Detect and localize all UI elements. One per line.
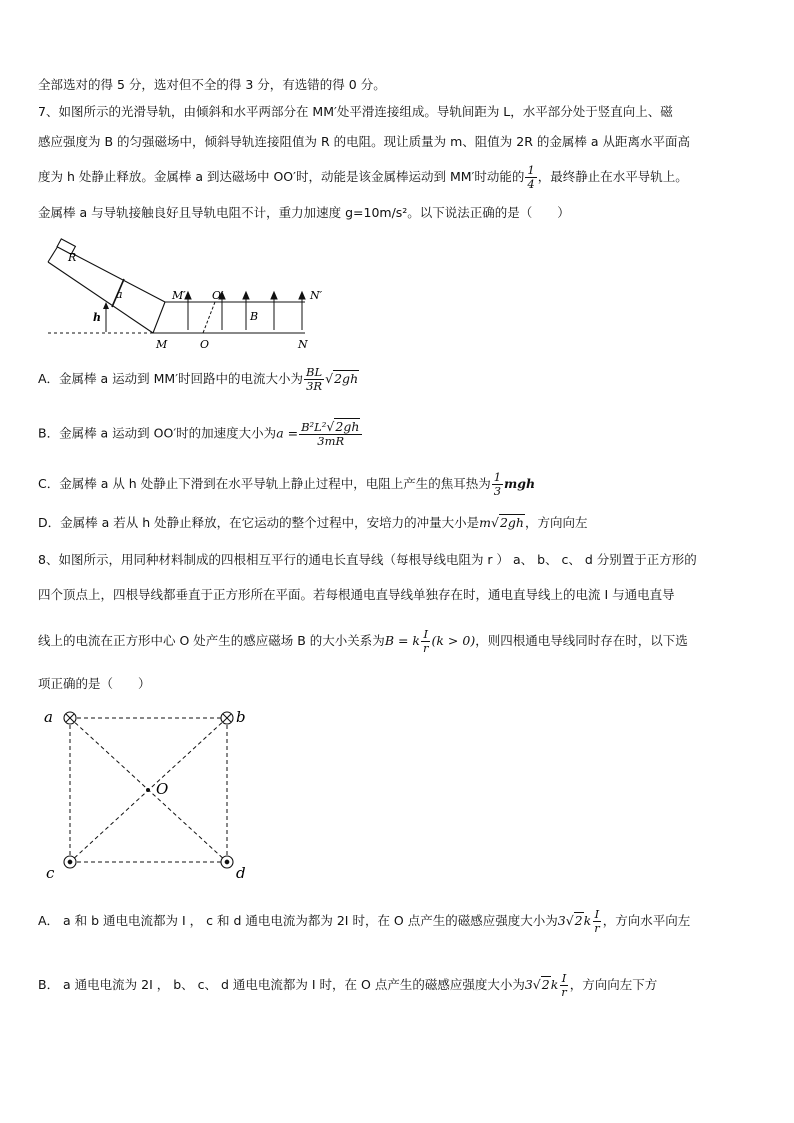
i-over-r-fraction [592, 908, 602, 935]
wire-a-into-page-icon [64, 712, 76, 724]
q8-line-2: 四个顶点上，四根导线都垂直于正方形所在平面。若每根通电直导线单独存在时，通电直导线上的电流 I 与通电直导 [38, 587, 675, 602]
k-symbol: k [550, 977, 559, 992]
fraction-denominator: r [594, 921, 600, 935]
radicand: 2gh [335, 419, 360, 434]
q8-option-b-tail: ，方向向左下方 [569, 977, 658, 992]
q7-rail-figure [40, 232, 340, 352]
fraction-denominator: 3 [493, 484, 502, 498]
wire-c-out-of-page-icon [64, 856, 76, 868]
label-a: a [44, 708, 53, 726]
fraction-numerator: BL [306, 365, 323, 379]
i-over-r-fraction [559, 972, 569, 999]
sqrt-expression: √2gh [325, 371, 359, 386]
label-O-prime: O′ [212, 289, 224, 302]
label-R: R [68, 251, 77, 264]
label-M-prime: M′ [172, 289, 186, 302]
fraction-denominator: 3mR [317, 434, 345, 448]
q8-option-b [38, 972, 657, 999]
q8-line-4: 项正确的是（ ） [38, 676, 151, 691]
q8-line-1: 8、如图所示，用同种材料制成的四根相互平行的通电长直导线（每根导线电阻为 r ） a、 b、 c、 d 分别置于正方形的 [38, 552, 697, 567]
sqrt-expression: √2 [565, 913, 583, 928]
q7-option-c-text: C．金属棒 a 从 h 处静止下滑到在水平导轨上静止过程中，电阻上产生的焦耳热为 [38, 476, 491, 491]
radicand: 2gh [334, 371, 359, 386]
label-M: M [156, 338, 168, 351]
q7-option-b-text: B．金属棒 a 运动到 OO′时的加速度大小为 [38, 425, 277, 441]
q8-line-3-tail: ，则四根通电导线同时存在时，以下选 [475, 633, 688, 648]
q7-option-b [38, 420, 363, 448]
k-condition: (k > 0) [431, 633, 476, 648]
fraction-numerator [299, 420, 362, 435]
fraction-denominator: 4 [527, 177, 535, 191]
q7-line-3-tail: ，最终静止在水平导轨上。 [537, 169, 688, 184]
label-c: c [46, 864, 55, 882]
radicand: 2gh [499, 515, 524, 530]
q7-option-d-text: D．金属棒 a 若从 h 处静止释放，在它运动的整个过程中，安培力的冲量大小是 [38, 515, 480, 530]
q7-line-1: 7、如图所示的光滑导轨，由倾斜和水平两部分在 MM′处平滑连接组成。导轨间距为 L，水平部分处于竖直向上、磁 [38, 104, 673, 119]
q7-line-4: 金属棒 a 与导轨接触良好且导轨电阻不计，重力加速度 g=10m/s²。以下说法正确的是（ ） [38, 205, 570, 220]
q7-line-3 [38, 164, 688, 191]
label-O: O [156, 780, 169, 798]
wire-b-into-page-icon [221, 712, 233, 724]
label-O: O [200, 338, 210, 351]
radicand: 2 [574, 913, 583, 928]
k-symbol: k [583, 913, 592, 928]
intro-line: 全部选对的得 5 分，选对但不全的得 3 分，有选错的得 0 分。 [38, 77, 386, 92]
option-a-fraction [304, 366, 324, 393]
heat-expression: mgh [504, 476, 536, 491]
label-h: h [93, 311, 101, 324]
sqrt-expression: √2gh [490, 515, 524, 530]
q7-line-3-text: 度为 h 处静止释放。金属棒 a 到达磁场中 OO′时，动能是该金属棒运动到 MM′时动能的 [38, 169, 525, 184]
coefficient: 3 [524, 977, 533, 992]
q8-option-a-tail: ，方向水平向左 [602, 913, 691, 928]
label-B: B [250, 310, 259, 323]
q8-option-b-text: B． a 通电电流为 2I ， b、 c、 d 通电电流都为 I 时，在 O 点产生的磁感应强度大小为 [38, 977, 525, 992]
sqrt-expression: √2 [532, 977, 550, 992]
acceleration-lhs: a = [276, 425, 299, 441]
q8-square-figure [40, 702, 260, 882]
fraction-numerator: I [561, 971, 567, 985]
q8-line-3-text: 线上的电流在正方形中心 O 处产生的感应磁场 B 的大小关系为 [38, 633, 385, 648]
fraction-denominator: 3R [306, 379, 323, 393]
i-over-r-fraction [421, 628, 431, 655]
q7-option-a-text: A．金属棒 a 运动到 MM′时回路中的电流大小为 [38, 371, 304, 386]
label-b: b [236, 708, 246, 726]
radicand: 2 [541, 977, 550, 992]
field-equation-lhs: B = k [384, 633, 420, 648]
center-point-O [146, 788, 150, 792]
label-N: N [298, 338, 308, 351]
fraction-numerator: 1 [493, 470, 502, 484]
numerator-factor: B²L² [301, 420, 327, 434]
fraction-denominator: r [561, 985, 567, 999]
label-d: d [236, 864, 246, 882]
mass-symbol: m [479, 515, 491, 530]
q7-option-a [38, 366, 359, 393]
q7-option-c [38, 471, 535, 498]
q7-line-2: 感应强度为 B 的匀强磁场中，倾斜导轨连接阻值为 R 的电阻。现让质量为 m、阻值为 2R 的金属棒 a 从距离水平面高 [38, 134, 690, 149]
fraction-numerator: I [594, 907, 600, 921]
option-c-fraction [492, 471, 503, 498]
q8-line-3 [38, 628, 688, 655]
coefficient: 3 [557, 913, 566, 928]
label-N-prime: N′ [310, 289, 323, 302]
fraction-numerator: 1 [527, 163, 535, 177]
option-b-fraction [299, 420, 362, 448]
fraction-numerator: I [423, 627, 429, 641]
q7-option-d-tail: ，方向向左 [524, 515, 588, 530]
sqrt-expression: √2gh [326, 419, 360, 434]
q8-option-a-text: A． a 和 b 通电电流都为 I ， c 和 d 通电电流为都为 2I 时，在 O 点产生的磁感应强度大小为 [38, 913, 558, 928]
q8-option-a [38, 908, 690, 935]
quarter-fraction [525, 164, 536, 191]
fraction-denominator: r [423, 641, 429, 655]
wire-d-out-of-page-icon [221, 856, 233, 868]
label-a: a [116, 288, 123, 301]
q7-option-d [38, 514, 587, 532]
